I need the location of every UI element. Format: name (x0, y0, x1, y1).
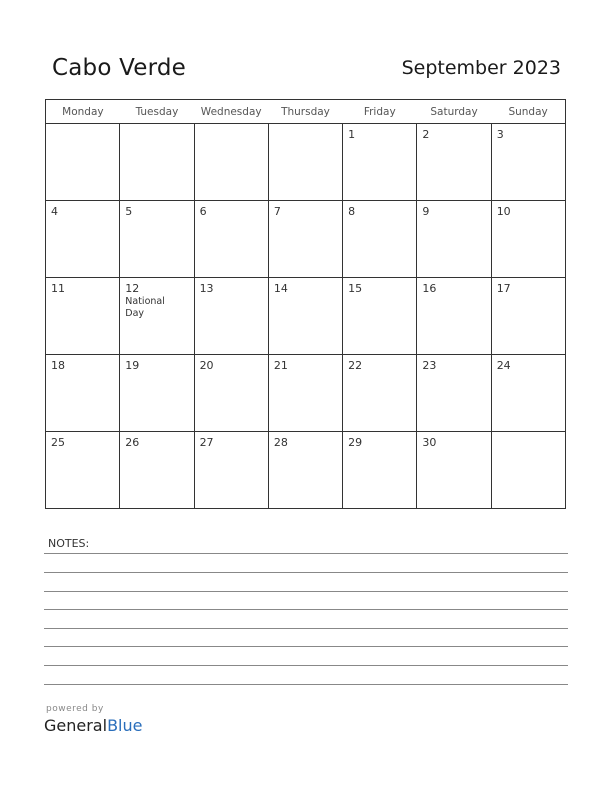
calendar-grid (45, 99, 566, 509)
day-number: 9 (422, 205, 430, 218)
notes-rule-line (44, 591, 568, 592)
weekday-sunday: Sunday (491, 100, 565, 124)
day-number: 17 (496, 282, 511, 295)
calendar-day-cell (194, 201, 268, 278)
calendar-day-cell (491, 278, 565, 355)
day-number: 27 (199, 436, 214, 449)
calendar-day-cell (417, 278, 491, 355)
calendar-day-cell (268, 124, 342, 201)
calendar-day-cell (194, 278, 268, 355)
notes-rule-line (44, 572, 568, 573)
calendar-day-cell (268, 432, 342, 509)
day-number: 14 (273, 282, 288, 295)
day-number: 1 (348, 128, 356, 141)
day-number: 19 (125, 359, 140, 372)
calendar-day-cell (46, 355, 120, 432)
notes-rule-line (44, 609, 568, 610)
day-number: 16 (422, 282, 437, 295)
calendar-day-cell (46, 432, 120, 509)
calendar-day-cell (46, 201, 120, 278)
calendar-day-cell (491, 355, 565, 432)
day-number: 18 (51, 359, 65, 372)
calendar-day-cell (268, 278, 342, 355)
calendar-day-cell (417, 201, 491, 278)
day-number: 24 (496, 359, 511, 372)
notes-label: NOTES: (48, 537, 90, 550)
day-number: 25 (51, 436, 65, 449)
calendar-day-cell (268, 201, 342, 278)
calendar-day-cell (120, 124, 194, 201)
day-number: 5 (125, 205, 133, 218)
day-number: 26 (125, 436, 140, 449)
weekday-saturday: Saturday (417, 100, 491, 124)
day-number: 13 (199, 282, 214, 295)
calendar-day-cell (343, 432, 417, 509)
day-number: 30 (422, 436, 437, 449)
day-number: 15 (348, 282, 363, 295)
notes-rule-line (44, 646, 568, 647)
calendar-day-cell (417, 124, 491, 201)
generalblue-logo (44, 716, 142, 735)
calendar-day-cell (194, 124, 268, 201)
calendar-week-row (46, 124, 566, 201)
calendar-day-cell (491, 201, 565, 278)
notes-rule-line (44, 553, 568, 554)
weekday-thursday: Thursday (268, 100, 342, 124)
calendar-day-cell (120, 432, 194, 509)
calendar-day-cell (343, 201, 417, 278)
weekday-wednesday: Wednesday (194, 100, 268, 124)
calendar-month-title: September 2023 (401, 57, 561, 79)
weekday-header-row (46, 100, 566, 124)
calendar-week-row (46, 201, 566, 278)
calendar-day-cell (46, 124, 120, 201)
brand-blue-text: Blue (107, 716, 143, 735)
notes-rule-line (44, 684, 568, 685)
day-number: 10 (496, 205, 511, 218)
calendar-day-cell (343, 355, 417, 432)
day-number: 3 (496, 128, 504, 141)
day-number: 6 (199, 205, 207, 218)
calendar-day-cell (343, 278, 417, 355)
day-number: 29 (348, 436, 363, 449)
calendar-week-row (46, 355, 566, 432)
day-number: 20 (199, 359, 214, 372)
day-number: 22 (348, 359, 363, 372)
calendar-day-cell (194, 355, 268, 432)
day-number: 4 (51, 205, 58, 218)
day-number: 12 (125, 282, 140, 295)
calendar-day-cell (491, 432, 565, 509)
brand-general-text: General (44, 716, 108, 735)
calendar-day-cell (120, 355, 194, 432)
powered-by-text: powered by (46, 704, 104, 714)
calendar-day-cell (268, 355, 342, 432)
calendar-day-cell (417, 355, 491, 432)
calendar-day-cell (194, 432, 268, 509)
calendar-day-cell (120, 278, 194, 355)
calendar-day-cell (491, 124, 565, 201)
calendar-day-cell (120, 201, 194, 278)
day-number: 7 (273, 205, 281, 218)
calendar-day-cell (343, 124, 417, 201)
day-number: 21 (273, 359, 288, 372)
calendar-country-title: Cabo Verde (52, 55, 187, 81)
calendar-week-row (46, 432, 566, 509)
weekday-tuesday: Tuesday (120, 100, 194, 124)
holiday-label: National Day (125, 296, 165, 319)
notes-rule-line (44, 628, 568, 629)
day-number: 11 (51, 282, 65, 295)
weekday-friday: Friday (343, 100, 417, 124)
day-number: 23 (422, 359, 437, 372)
notes-rule-line (44, 665, 568, 666)
calendar-day-cell (46, 278, 120, 355)
day-number: 8 (348, 205, 356, 218)
day-number: 2 (422, 128, 430, 141)
calendar-day-cell (417, 432, 491, 509)
calendar-week-row (46, 278, 566, 355)
weekday-monday: Monday (46, 100, 120, 124)
day-number: 28 (273, 436, 288, 449)
